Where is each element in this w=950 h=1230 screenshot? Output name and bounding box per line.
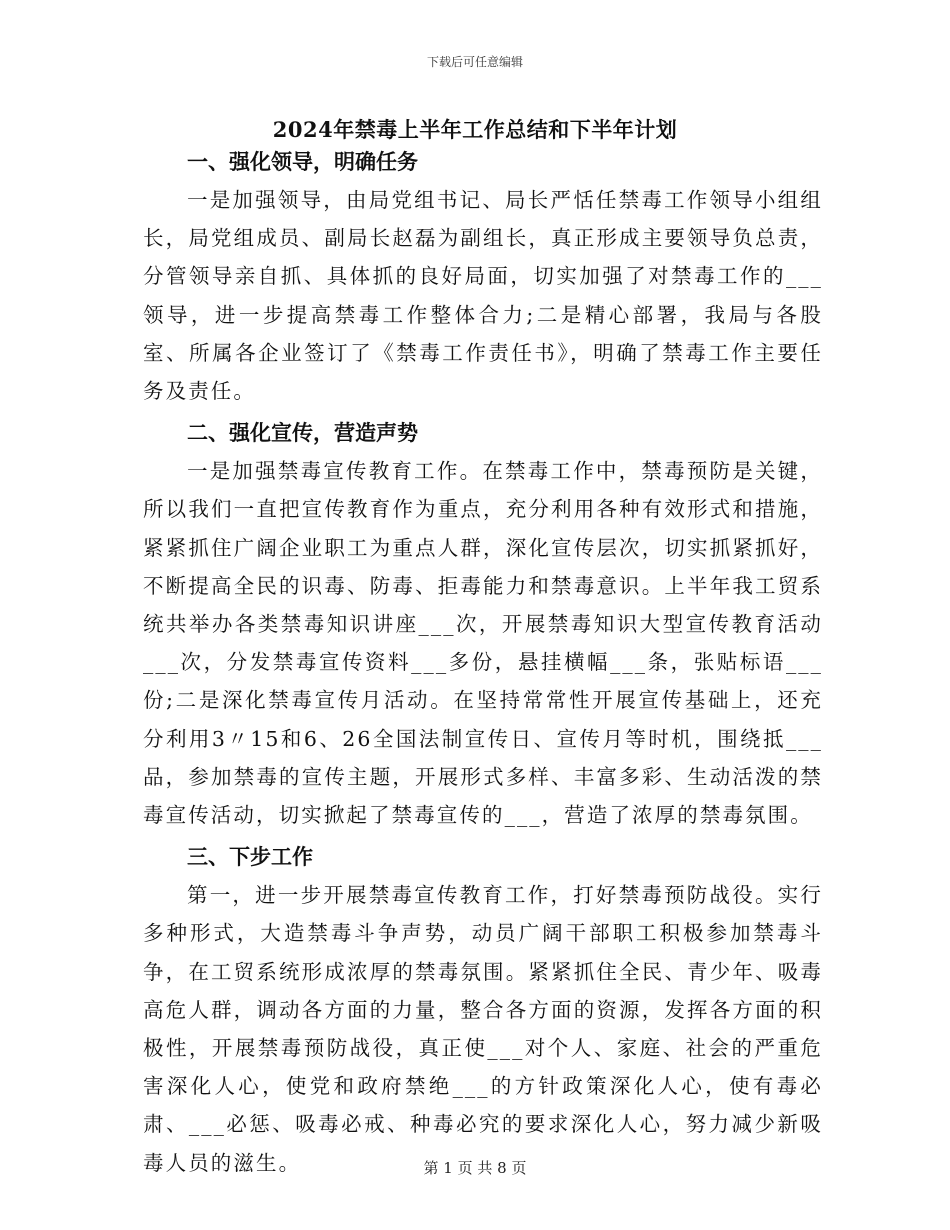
- page-number: 第 1 页 共 8 页: [423, 1159, 527, 1177]
- section-paragraph-next-steps: 第一，进一步开展禁毒宣传教育工作，打好禁毒预防战役。实行多种形式，大造禁毒斗争声势，动员广阔干部职工积极参加禁毒斗争，在工贸系统形成浓厚的禁毒氛围。紧紧抓住全民、青少年、吸毒高危人群，调动各方面的力量，整合各方面的资源，发挥各方面的积极性，开展禁毒预防战役，真正使___对个人、家庭、社会的严重危害深化人心，使党和政府禁绝___的方针政策深化人心，使有毒必肃、___必惩、吸毒必戒、种毒必究的要求深化人心，努力减少新吸毒人员的滋生。: [143, 883, 823, 1175]
- section-heading-publicity: 二、强化宣传，营造声势: [187, 420, 418, 446]
- document-body: [143, 143, 823, 1182]
- section-heading-next-steps: 三、下步工作: [187, 844, 313, 870]
- section-paragraph-leadership: 一是加强领导，由局党组书记、局长严恬任禁毒工作领导小组组长，局党组成员、副局长赵磊为副组长，真正形成主要领导负总责，分管领导亲自抓、具体抓的良好局面，切实加强了对禁毒工作的___领导，进一步提高禁毒工作整体合力;二是精心部署，我局与各股室、所属各企业签订了《禁毒工作责任书》，明确了禁毒工作主要任务及责任。: [143, 188, 823, 404]
- section-paragraph-publicity: 一是加强禁毒宣传教育工作。在禁毒工作中，禁毒预防是关键，所以我们一直把宣传教育作为重点，充分利用各种有效形式和措施，紧紧抓住广阔企业职工为重点人群，深化宣传层次，切实抓紧抓好，不断提高全民的识毒、防毒、拒毒能力和禁毒意识。上半年我工贸系统共举办各类禁毒知识讲座___次，开展禁毒知识大型宣传教育活动___次，分发禁毒宣传资料___多份，悬挂横幅___条，张贴标语___份;二是深化禁毒宣传月活动。在坚持常常性开展宣传基础上，还充分利用3〃15和6、26全国法制宣传日、宣传月等时机，围绕抵___品，参加禁毒的宣传主题，开展形式多样、丰富多彩、生动活泼的禁毒宣传活动，切实掀起了禁毒宣传的___，营造了浓厚的禁毒氛围。: [143, 459, 823, 828]
- download-note: 下载后可任意编辑: [426, 55, 523, 69]
- section-heading-leadership: 一、强化领导，明确任务: [187, 149, 418, 174]
- document-title: 2024年禁毒上半年工作总结和下半年计划: [272, 117, 678, 142]
